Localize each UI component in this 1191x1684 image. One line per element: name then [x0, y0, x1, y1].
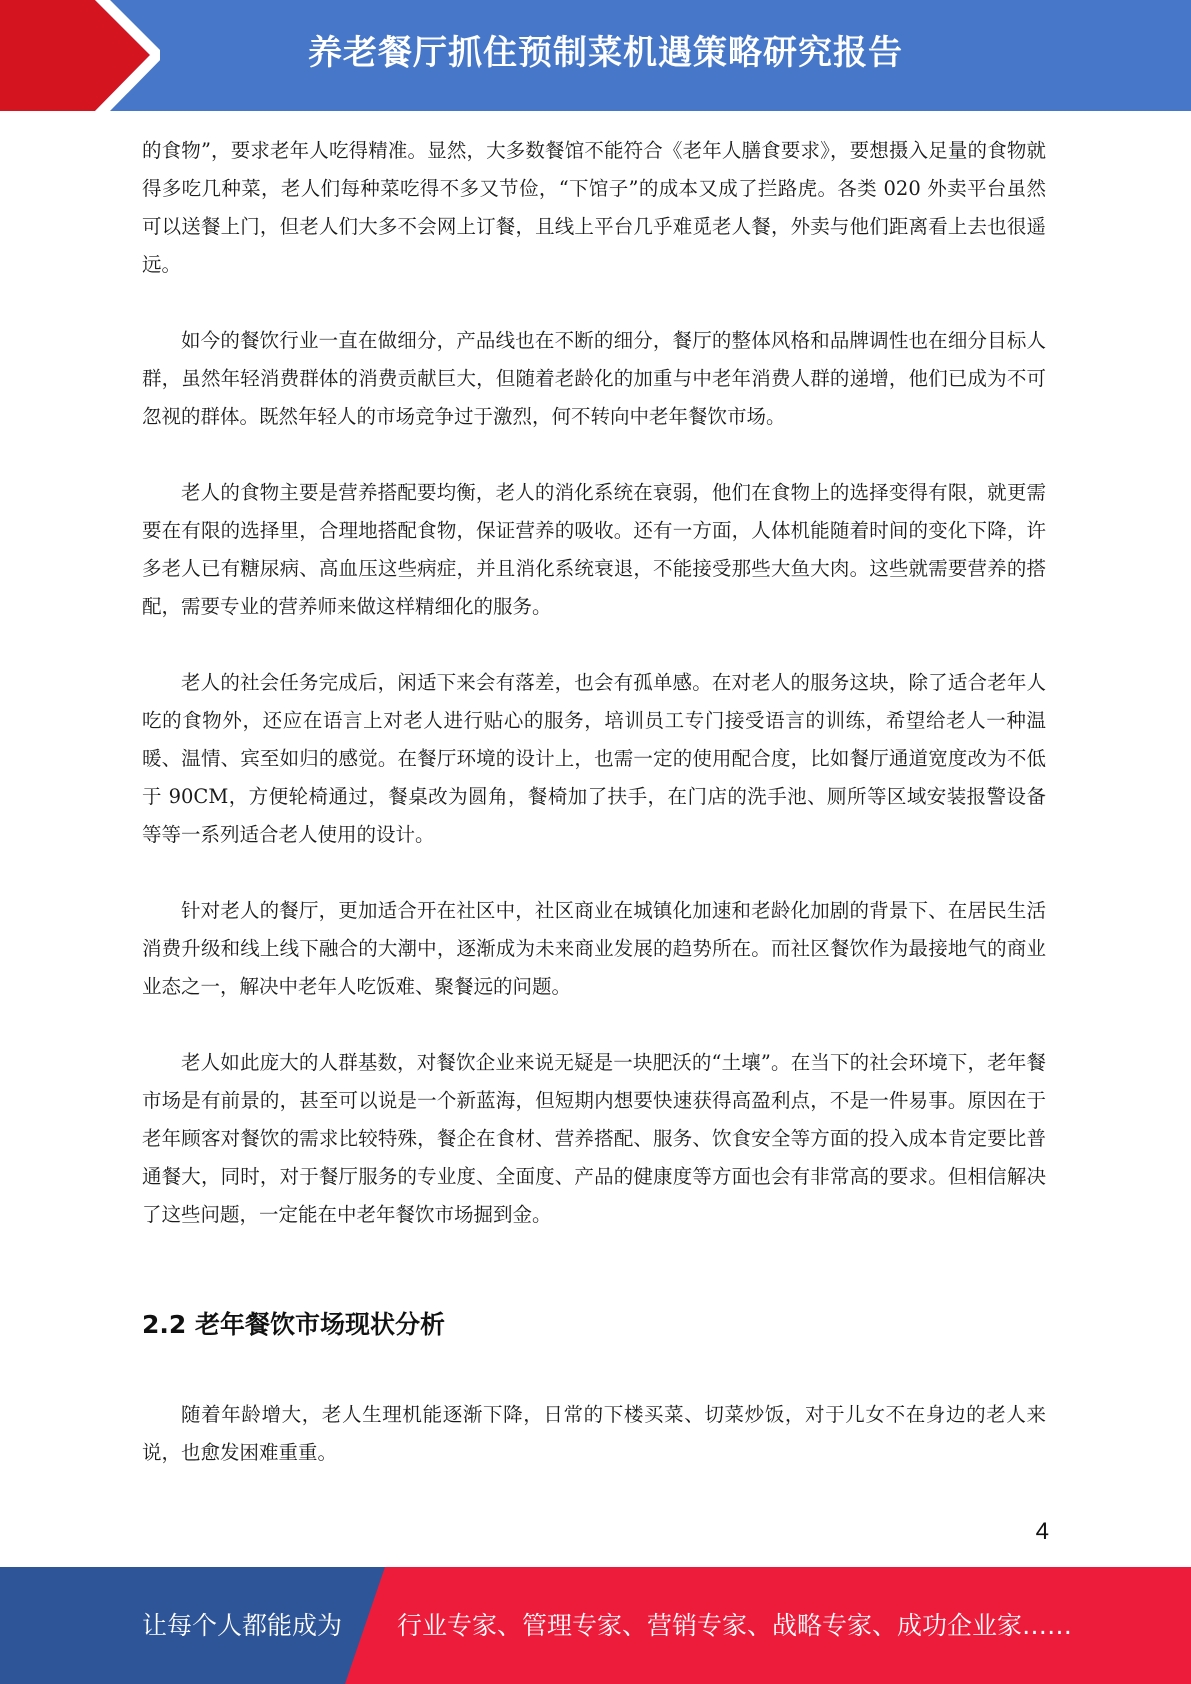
paragraph: 老人的社会任务完成后，闲适下来会有落差，也会有孤单感。在对老人的服务这块，除了适合老年人吃的食物外，还应在语言上对老人进行贴心的服务，培训员工专门接受语言的训练，希望给老人一种温暖、温情、宾至如归的感觉。在餐厅环境的设计上，也需一定的使用配合度，比如餐厅通道宽度改为不低于 90CM，方便轮椅通过，餐桌改为圆角，餐椅加了扶手，在门店的洗手池、厕所等区域安装报警设备等等一系列适合老人使用的设计。: [142, 671, 1046, 846]
paragraph-gap: [142, 1272, 1046, 1306]
paragraph-gap: [142, 1234, 1046, 1272]
paragraph: 老人如此庞大的人群基数，对餐饮企业来说无疑是一块肥沃的“土壤”。在当下的社会环境下，老年餐市场是有前景的，甚至可以说是一个新蓝海，但短期内想要快速获得高盈利点，不是一件易事。原因在于老年顾客对餐饮的需求比较特殊，餐企在食材、营养搭配、服务、饮食安全等方面的投入成本肯定要比普通餐大，同时，对于餐厅服务的专业度、全面度、产品的健康度等方面也会有非常高的要求。但相信解决了这些问题，一定能在中老年餐饮市场掘到金。: [142, 1051, 1046, 1226]
paragraph-gap: [142, 854, 1046, 892]
paragraph-gap: [142, 1344, 1046, 1396]
paragraph: 如今的餐饮行业一直在做细分，产品线也在不断的细分，餐厅的整体风格和品牌调性也在细分目标人群，虽然年轻消费群体的消费贡献巨大，但随着老龄化的加重与中老年消费人群的递增，他们已成为不可忽视的群体。既然年轻人的市场竞争过于激烈，何不转向中老年餐饮市场。: [142, 329, 1046, 428]
document-title: 养老餐厅抓住预制菜机遇策略研究报告: [308, 33, 903, 73]
page-header: [0, 0, 1191, 111]
paragraph-gap: [142, 1006, 1046, 1044]
page-footer: [0, 1567, 1191, 1684]
paragraph: 老人的食物主要是营养搭配要均衡，老人的消化系统在衰弱，他们在食物上的选择变得有限，就更需要在有限的选择里，合理地搭配食物，保证营养的吸收。还有一方面，人体机能随着时间的变化下降，许多老人已有糖尿病、高血压这些病症，并且消化系统衰退，不能接受那些大鱼大肉。这些就需要营养的搭配，需要专业的营养师来做这样精细化的服务。: [142, 481, 1046, 618]
section-heading: 2.2 老年餐饮市场现状分析: [142, 1310, 445, 1339]
page-number: 4: [1035, 1518, 1049, 1545]
paragraph: 针对老人的餐厅，更加适合开在社区中，社区商业在城镇化加速和老龄化加剧的背景下、在居民生活消费升级和线上线下融合的大潮中，逐渐成为未来商业发展的趋势所在。而社区餐饮作为最接地气的商业业态之一，解决中老年人吃饭难、聚餐远的问题。: [142, 899, 1046, 998]
footer-slogan-right: 行业专家、管理专家、营销专家、战略专家、成功企业家……: [397, 1611, 1073, 1640]
paragraph-gap: [142, 284, 1046, 322]
document-body: [142, 132, 1046, 1472]
paragraph: 的食物”，要求老年人吃得精准。显然，大多数餐馆不能符合《老年人膳食要求》，要想摄入足量的食物就得多吃几种菜，老人们每种菜吃得不多又节俭，“下馆子”的成本又成了拦路虎。各类 020 外卖平台虽然可以送餐上门，但老人们大多不会网上订餐，且线上平台几乎难觅老人餐，外卖与他们距离看上去也很遥远。: [142, 139, 1046, 276]
paragraph-gap: [142, 626, 1046, 664]
paragraph-gap: [142, 436, 1046, 474]
footer-slogan-left: 让每个人都能成为: [142, 1611, 343, 1640]
paragraph: 随着年龄增大，老人生理机能逐渐下降，日常的下楼买菜、切菜炒饭，对于儿女不在身边的老人来说，也愈发困难重重。: [142, 1403, 1046, 1464]
